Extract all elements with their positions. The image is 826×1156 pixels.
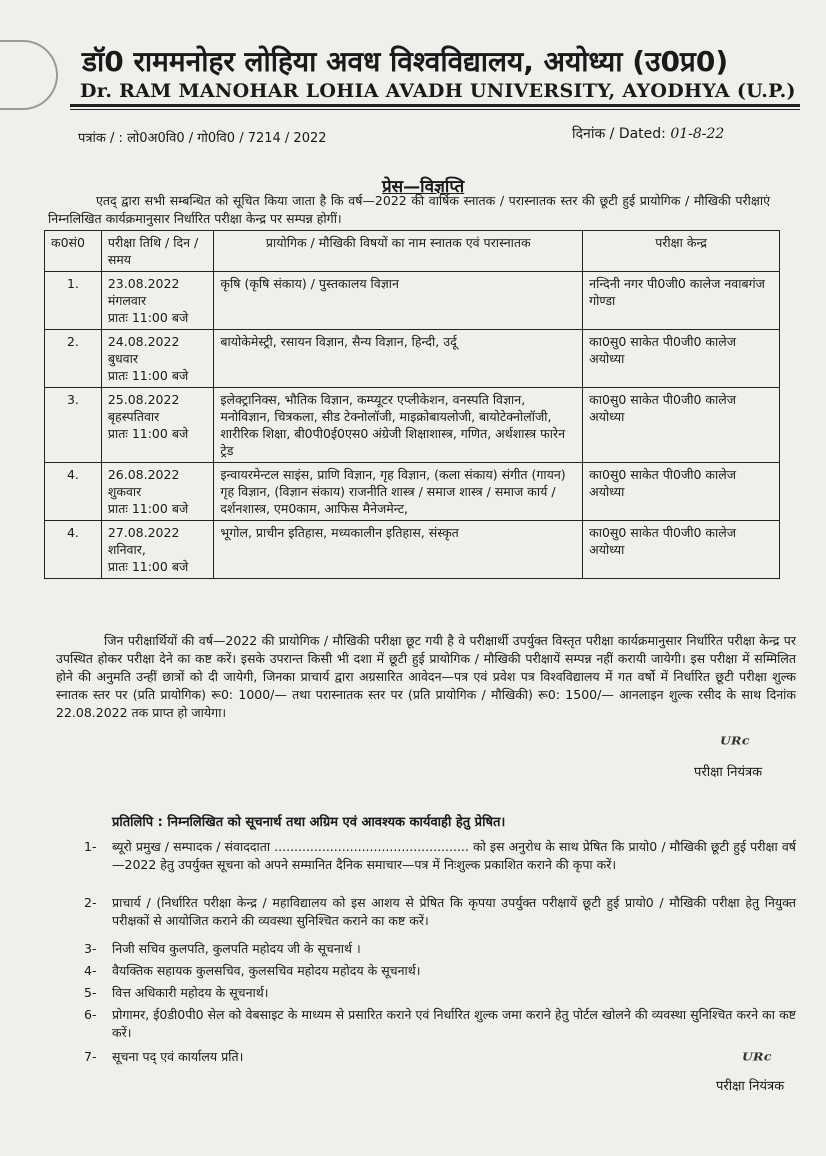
row-sno: 3.	[45, 388, 102, 463]
list-item	[84, 940, 796, 958]
row-date	[101, 330, 214, 388]
row-time: प्रातः 11:00 बजे	[107, 426, 189, 441]
header-rule-thin	[70, 109, 800, 110]
item-number: 4-	[84, 963, 97, 978]
date-label: दिनांक / Dated:	[572, 126, 666, 142]
exam-schedule-table	[44, 230, 780, 579]
header-rule	[70, 104, 800, 107]
university-seal-icon	[0, 40, 58, 110]
row-centre: नन्दिनी नगर पी0जी0 कालेज नवाबगंज गोण्डा	[583, 272, 780, 330]
date-value: 01-8-22	[670, 126, 725, 142]
row-time: प्रातः 11:00 बजे	[107, 559, 189, 574]
row-date	[101, 388, 214, 463]
header-sno: क0सं0	[45, 231, 102, 272]
table-row	[45, 463, 780, 521]
item-number: 2-	[84, 895, 97, 910]
table-row	[45, 330, 780, 388]
item-number: 3-	[84, 941, 97, 956]
row-sno: 4.	[45, 521, 102, 579]
item-number: 6-	[84, 1007, 97, 1022]
row-time: प्रातः 11:00 बजे	[107, 368, 189, 383]
row-subjects: इलेक्ट्रानिक्स, भौतिक विज्ञान, कम्प्यूटर एप्लीकेशन, वनस्पति विज्ञान, मनोविज्ञान, चित्रकला, सीड टेक्नोलॉजी, माइक्रोबायलोजी, बायोटेक्नोलॉजी, शारीरिक शिक्षा, बी0पी0ई0एस0 अंग्रेजी शिक्षाशास्त्र, गणित, अर्थशास्त्र फारेन ट्रेड	[214, 388, 583, 463]
row-centre: का0सु0 साकेत पी0जी0 कालेज अयोध्या	[583, 330, 780, 388]
university-title-english: Dr. RAM MANOHAR LOHIA AVADH UNIVERSITY, AYODHYA (U.P.)	[80, 80, 796, 102]
item-number: 7-	[84, 1049, 97, 1064]
item-text: सूचना पद् एवं कार्यालय प्रति।	[112, 1049, 244, 1064]
press-release-heading: प्रेस—विज्ञप्ति	[382, 177, 465, 197]
row-date-value: 24.08.2022	[107, 334, 180, 349]
item-text: वित्त अधिकारी महोदय के सूचनार्थ।	[112, 985, 269, 1000]
row-date-value: 25.08.2022	[107, 392, 180, 407]
row-date	[101, 463, 214, 521]
row-sno: 2.	[45, 330, 102, 388]
row-day: शुकवार	[107, 484, 142, 499]
instructions-paragraph: जिन परीक्षार्थियों की वर्ष—2022 की प्रायोगिक / मौखिकी परीक्षा छूट गयी है वे परीक्षार्थी उपर्युक्त विस्तृत परीक्षा कार्यक्रमानुसार निर्धारित परीक्षा केन्द्र पर उपस्थित होकर परीक्षा देने का कष्ट करें। इसके उपरान्त किसी भी दशा में छूटी हुई प्रायोगिक / मौखिकी परीक्षायें सम्पन्न नहीं करायी जायेगी। इस परीक्षा में सम्मिलित होने की अनुमति उन्हीं छात्रों को दी जायेगी, जिनका प्राचार्य द्वारा अग्रसारित आवेदन—पत्र एवं प्रवेश पत्र विश्वविद्यालय में गत वर्षो में निर्धारित छूटी परीक्षा शुल्क स्नातक स्तर पर (प्रति प्रायोगिक) रू0: 1000/— तथा परास्नातक स्तर पर (प्रति प्रायोगिक / मौखिकी) रू0: 1500/— आनलाइन शुल्क रसीद के साथ दिनांक 22.08.2022 तक प्राप्त हो जायेगा।	[56, 633, 796, 720]
university-title-hindi: डॉ0 राममनोहर लोहिया अवध विश्वविद्यालय, अयोध्या (उ0प्र0)	[82, 45, 729, 78]
item-text: निजी सचिव कुलपति, कुलपति महोदय जी के सूचनार्थ ।	[112, 941, 361, 956]
row-date-value: 26.08.2022	[107, 467, 180, 482]
list-item	[84, 1048, 796, 1066]
row-centre: का0सु0 साकेत पी0जी0 कालेज अयोध्या	[583, 463, 780, 521]
copy-to-heading: प्रतिलिपि : निम्नलिखित को सूचनार्थ तथा अग्रिम एवं आवश्यक कार्यवाही हेतु प्रेषित।	[112, 815, 506, 830]
row-time: प्रातः 11:00 बजे	[107, 501, 189, 516]
row-day: बुधवार	[107, 351, 138, 366]
header-subjects: प्रायोगिक / मौखिकी विषयों का नाम स्नातक एवं परास्नातक	[214, 231, 583, 272]
table-row	[45, 388, 780, 463]
list-item	[84, 984, 796, 1002]
list-item	[84, 838, 796, 874]
item-text: प्रोगामर, ई0डी0पी0 सेल को वेबसाइट के माध्यम से प्रसारित कराने एवं निर्धारित शुल्क जमा कराने हेतु पोर्टल खोलने की व्यवस्था सुनिश्चित करने का कष्ट करें।	[112, 1007, 796, 1040]
date-line	[572, 124, 724, 143]
table-header-row	[45, 231, 780, 272]
row-subjects: बायोकेमेस्ट्री, रसायन विज्ञान, सैन्य विज्ञान, हिन्दी, उर्दू	[214, 330, 583, 388]
list-item	[84, 962, 796, 980]
reference-number: पत्रांक / : लो0अ0वि0 / गो0वि0 / 7214 / 2022	[78, 131, 327, 146]
row-subjects: कृषि (कृषि संकाय) / पुस्तकालय विज्ञान	[214, 272, 583, 330]
item-text: प्राचार्य / (निर्धारित परीक्षा केन्द्र / महाविद्यालय को इस आशय से प्रेषित कि कृपया उपर्युक्त परीक्षायें छूटी हुई प्रायो0 / मौखिकी परीक्षा हेतु नियुक्त परीक्षकों से आयोजित कराने की व्यवस्था सुनिश्चित कराने का कष्ट करें।	[112, 895, 796, 928]
row-date	[101, 521, 214, 579]
row-date-value: 23.08.2022	[107, 276, 180, 291]
header-centre: परीक्षा केन्द्र	[583, 231, 780, 272]
list-item	[84, 894, 796, 930]
row-sno: 4.	[45, 463, 102, 521]
intro-paragraph: एतद् द्वारा सभी सम्बन्धित को सूचित किया जाता है कि वर्ष—2022 की वार्षिक स्नातक / परास्नातक स्तर की छूटी हुई प्रायोगिक / मौखिकी परीक्षाएं निम्नलिखित कार्यक्रमानुसार निर्धारित परीक्षा केन्द्र पर सम्पन्न होगीं।	[48, 193, 770, 226]
table-row	[45, 272, 780, 330]
row-time: प्रातः 11:00 बजे	[107, 310, 189, 325]
row-centre: का0सु0 साकेत पी0जी0 कालेज अयोध्या	[583, 521, 780, 579]
item-text: वैयक्तिक सहायक कुलसचिव, कुलसचिव महोदय महोदय के सूचनार्थ।	[112, 963, 421, 978]
row-day: शनिवार,	[107, 542, 146, 557]
row-date	[101, 272, 214, 330]
row-subjects: इन्वायरमेन्टल साइंस, प्राणि विज्ञान, गृह विज्ञान, (कला संकाय) संगीत (गायन) गृह विज्ञान, (विज्ञान संकाय) राजनीति शास्त्र / समाज शास्त्र / समाज कार्य / दर्शनशास्त्र, एम0काम, आफिस मैनेजमेन्ट,	[214, 463, 583, 521]
item-number: 1-	[84, 839, 97, 854]
signature-mark-bottom: ᵁᴿᶜ	[742, 1048, 772, 1072]
table-row	[45, 521, 780, 579]
signature-designation-bottom: परीक्षा नियंत्रक	[716, 1079, 785, 1094]
row-sno: 1.	[45, 272, 102, 330]
row-day: बृहस्पतिवार	[107, 409, 160, 424]
row-day: मंगलवार	[107, 293, 147, 308]
item-number: 5-	[84, 985, 97, 1000]
list-item	[84, 1006, 796, 1042]
header-date: परीक्षा तिथि / दिन / समय	[101, 231, 214, 272]
item-text: ब्यूरो प्रमुख / सम्पादक / संवाददाता ................................................. को इस अनुरोध के साथ प्रेषित कि प्रायो0 / मौखिकी छूटी हुई परीक्षा वर्ष—2022 हेतु उपर्युक्त सूचना को अपने सम्मानित दैनिक समाचार—पत्र में निःशुल्क प्रकाशित कराने की कृपा करें।	[112, 839, 796, 872]
row-centre: का0सु0 साकेत पी0जी0 कालेज अयोध्या	[583, 388, 780, 463]
row-subjects: भूगोल, प्राचीन इतिहास, मध्यकालीन इतिहास, संस्कृत	[214, 521, 583, 579]
signature-mark: ᵁᴿᶜ	[720, 732, 750, 756]
signature-designation: परीक्षा नियंत्रक	[694, 765, 763, 780]
row-date-value: 27.08.2022	[107, 525, 180, 540]
